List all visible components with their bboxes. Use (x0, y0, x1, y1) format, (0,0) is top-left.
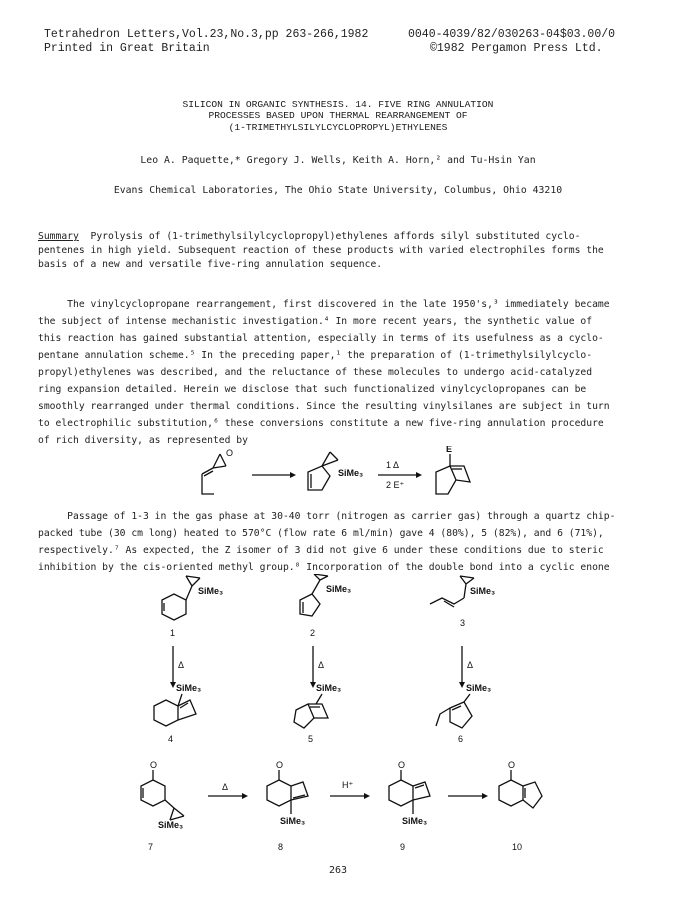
compound-number-2: 2 (310, 628, 316, 638)
paragraph-2 (38, 508, 615, 576)
compound-3 (430, 576, 495, 688)
vinylcyclopropane-structure (308, 452, 363, 490)
oxygen-label: O (398, 760, 406, 770)
p1-line: this reaction has gained substantial attention, especially in terms of its usefulness as a cyclo- (38, 333, 604, 344)
svg-text:O: O (226, 448, 234, 458)
sime3-label: SiMe₃ (466, 683, 492, 693)
arrow-condition-top: 1 Δ (386, 460, 400, 470)
arrow-condition-bottom: 2 E⁺ (386, 480, 405, 490)
compound-number-4: 4 (168, 734, 174, 744)
sime3-label: SiMe₃ (402, 816, 428, 826)
compound-8 (267, 760, 308, 852)
title-line-1: SILICON IN ORGANIC SYNTHESIS. 14. FIVE RING ANNULATION (182, 99, 494, 110)
sime3-label: SiMe₃ (158, 820, 184, 830)
compound-10 (499, 760, 542, 852)
p1-line: smoothly rearranged under thermal conditions. Since the resulting vinylsilanes are subject in turn (38, 401, 610, 412)
arrow-head (482, 793, 488, 799)
sime3-label: SiMe₃ (176, 683, 202, 693)
p1-line: the subject of intense mechanistic investigation.⁴ In more recent years, the synthetic value of (38, 316, 593, 327)
summary-text-1: Pyrolysis of (1-trimethylsilylcyclopropyl)ethylenes affords silyl substituted cyclo- (90, 231, 581, 242)
sime3-label: SiMe₃ (470, 586, 496, 596)
proton-label: H⁺ (342, 780, 354, 790)
authors: Leo A. Paquette,* Gregory J. Wells, Keith A. Horn,² and Tu-Hsin Yan (140, 155, 536, 166)
compound-number-1: 1 (170, 628, 176, 638)
affiliation: Evans Chemical Laboratories, The Ohio State University, Columbus, Ohio 43210 (113, 185, 563, 196)
annulation-product (436, 446, 470, 494)
sime3-label: SiMe₃ (280, 816, 306, 826)
p1-line: to electrophilic substitution,⁶ these conversions constitute a new five-ring annulation procedure (38, 418, 604, 429)
compound-7 (141, 760, 184, 852)
delta-label: Δ (318, 660, 325, 670)
arrow-head (416, 472, 422, 478)
compound-5 (294, 683, 341, 744)
p2-line: packed tube (30 cm long) heated to 570°C (flow rate 6 ml/min) gave 4 (80%), 5 (82%), and 6 (71%), (38, 528, 604, 539)
printed-in: Printed in Great Britain (44, 42, 210, 55)
substrate-structure (202, 448, 233, 494)
electrophile-label: E (446, 446, 453, 454)
compounds-1-6-scheme (140, 574, 540, 746)
p1-line: pentane annulation scheme.⁵ In the preceding paper,¹ the preparation of (1-trimethylsilylcyclo- (38, 350, 593, 361)
paragraph-1 (38, 296, 610, 449)
sime3-label: SiMe₃ (326, 584, 352, 594)
summary-line-3: basis of a new and versatile five-ring annulation sequence. (38, 259, 383, 270)
compound-number-7: 7 (148, 842, 154, 852)
compound-2 (300, 574, 351, 688)
oxygen-label: O (276, 760, 284, 770)
p2-line: respectively.⁷ As expected, the Z isomer of 3 did not give 6 under these conditions due to steric (38, 545, 604, 556)
p1-line: of rich diversity, as represented by (38, 435, 248, 446)
p1-line: The vinylcyclopropane rearrangement, first discovered in the late 1950's,³ immediately became (38, 299, 610, 310)
sime3-label: SiMe₃ (338, 468, 364, 478)
compound-4 (154, 683, 201, 744)
title-line-3: (1-TRIMETHYLSILYLCYCLOPROPYL)ETHYLENES (228, 122, 448, 133)
arrow-head (290, 472, 296, 478)
compound-1 (162, 576, 223, 688)
compound-9 (389, 760, 430, 852)
delta-label: Δ (222, 782, 229, 792)
arrow-head (242, 793, 248, 799)
p2-line: inhibition by the cis-oriented methyl group.⁸ Incorporation of the double bond into a cyclic enone (38, 562, 610, 573)
summary-label: Summary (38, 231, 79, 242)
oxygen-label: O (508, 760, 516, 770)
arrow-head (364, 793, 370, 799)
summary-line-2: pentenes in high yield. Subsequent reaction of these products with varied electrophiles forms the (38, 245, 604, 256)
p1-line: ring expansion detailed. Herein we disclose that such functionalized vinylcyclopropanes can be (38, 384, 587, 395)
sime3-label: SiMe₃ (198, 586, 224, 596)
copyright: ©1982 Pergamon Press Ltd. (430, 42, 603, 55)
compound-number-3: 3 (460, 618, 466, 628)
annulation-scheme (180, 446, 500, 504)
issn-price-code: 0040-4039/82/030263-04$03.00/0 (408, 28, 616, 41)
compound-number-10: 10 (512, 842, 523, 852)
page-number: 263 (328, 865, 348, 876)
sime3-label: SiMe₃ (316, 683, 342, 693)
compound-6 (436, 683, 491, 744)
delta-label: Δ (467, 660, 474, 670)
journal-citation: Tetrahedron Letters,Vol.23,No.3,pp 263-266,1982 (44, 28, 369, 41)
p1-line: propyl)ethylenes was described, and the reluctance of these molecules to undergo acid-catalyzed (38, 367, 593, 378)
arrow-head (459, 682, 465, 688)
title-line-2: PROCESSES BASED UPON THERMAL REARRANGEMENT OF (208, 110, 468, 121)
compound-number-8: 8 (278, 842, 284, 852)
p2-line: Passage of 1-3 in the gas phase at 30-40 torr (nitrogen as carrier gas) through a quartz chip- (38, 511, 616, 522)
oxygen-label: O (150, 760, 158, 770)
compound-number-6: 6 (458, 734, 464, 744)
compounds-7-10-scheme (130, 756, 560, 856)
compound-number-9: 9 (400, 842, 406, 852)
delta-label: Δ (178, 660, 185, 670)
compound-number-5: 5 (308, 734, 314, 744)
